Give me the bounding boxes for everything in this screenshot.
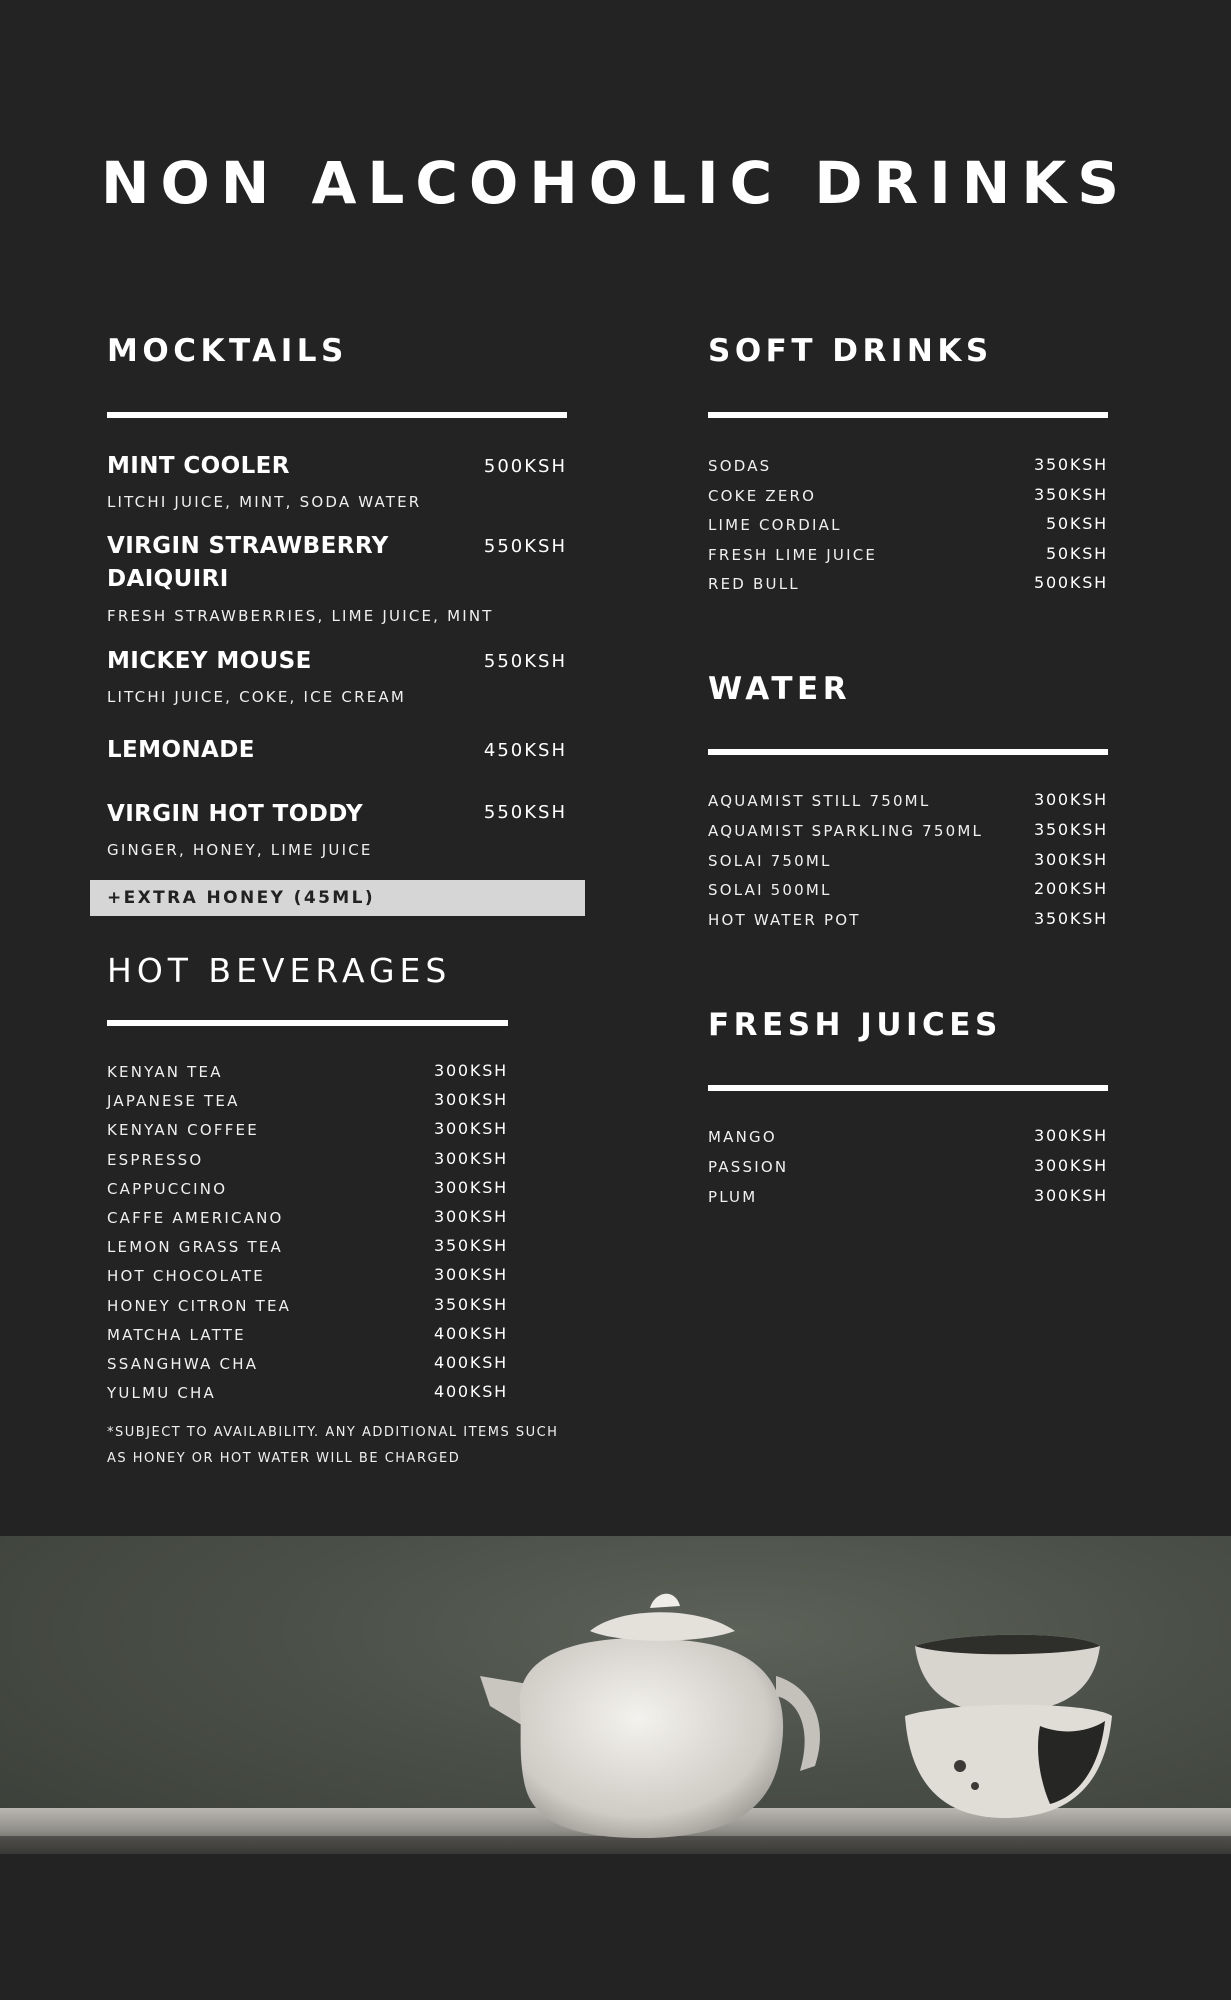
- hot-beverage-name: ESPRESSO: [107, 1150, 204, 1169]
- hot-beverage-row: [107, 1206, 508, 1230]
- hot-beverage-name: HONEY CITRON TEA: [107, 1296, 292, 1315]
- soft-drinks-heading: SOFT DRINKS: [708, 333, 993, 369]
- mocktail-price: 550KSH: [483, 651, 567, 672]
- teapot-and-cups-photo: [0, 1536, 1231, 1854]
- fresh-juice-row: [708, 1185, 1108, 1209]
- hot-beverage-price: 300KSH: [433, 1265, 508, 1285]
- availability-note: [107, 1420, 587, 1472]
- hot-beverage-name: LEMON GRASS TEA: [107, 1238, 283, 1257]
- water-rule: [708, 749, 1108, 755]
- water-row: [708, 789, 1108, 813]
- hot-beverage-row: [107, 1352, 508, 1376]
- hot-beverage-price: 300KSH: [433, 1177, 508, 1197]
- fresh-juice-name: PLUM: [708, 1187, 758, 1206]
- hot-beverage-name: SSANGHWA CHA: [107, 1355, 259, 1373]
- fresh-juice-price: 300KSH: [1033, 1185, 1108, 1205]
- hot-beverage-name: CAFFE AMERICANO: [107, 1209, 284, 1227]
- hot-beverage-name: MATCHA LATTE: [107, 1325, 246, 1344]
- mocktail-price: 550KSH: [483, 802, 567, 823]
- soft-drink-price: 50KSH: [1045, 543, 1108, 563]
- soft-drink-name: COKE ZERO: [708, 486, 817, 505]
- hot-beverage-price: 350KSH: [433, 1236, 508, 1256]
- mocktail-name: VIRGIN HOT TODDY: [107, 801, 364, 827]
- fresh-juice-row: [708, 1155, 1108, 1179]
- mocktail-desc: GINGER, HONEY, LIME JUICE: [107, 841, 373, 859]
- water-name: AQUAMIST SPARKLING 750ML: [708, 821, 984, 840]
- fresh-juice-price: 300KSH: [1033, 1155, 1108, 1175]
- hot-beverage-price: 300KSH: [433, 1061, 508, 1080]
- hot-beverages-heading: HOT BEVERAGES: [107, 951, 452, 990]
- soft-drink-row: [708, 454, 1108, 478]
- hot-beverage-name: HOT CHOCOLATE: [107, 1267, 265, 1286]
- hot-beverage-name: KENYAN TEA: [107, 1063, 223, 1081]
- soft-drink-price: 50KSH: [1045, 514, 1108, 533]
- soft-drink-name: FRESH LIME JUICE: [708, 545, 878, 564]
- hot-beverage-name: YULMU CHA: [107, 1384, 217, 1403]
- hot-beverage-price: 400KSH: [433, 1382, 508, 1402]
- fresh-juice-price: 300KSH: [1033, 1126, 1108, 1145]
- hot-beverage-row: [107, 1294, 508, 1318]
- soft-drink-name: SODAS: [708, 457, 772, 475]
- water-row: [708, 819, 1108, 843]
- fresh-juice-name: PASSION: [708, 1157, 789, 1176]
- water-name: HOT WATER POT: [708, 911, 861, 930]
- soft-drink-row: [708, 513, 1108, 537]
- hot-beverage-row: [107, 1381, 508, 1405]
- soft-drink-row: [708, 543, 1108, 567]
- page-title: NON ALCOHOLIC DRINKS: [100, 149, 1131, 217]
- hot-beverage-row: [107, 1118, 508, 1142]
- hot-beverage-name: JAPANESE TEA: [107, 1092, 240, 1111]
- soft-drink-price: 500KSH: [1033, 573, 1108, 592]
- soft-drink-name: RED BULL: [708, 575, 800, 593]
- mocktail-price: 500KSH: [483, 456, 567, 477]
- water-row: [708, 908, 1108, 932]
- hot-beverage-price: 300KSH: [433, 1119, 508, 1139]
- mocktail-name: DAIQUIRI: [107, 566, 229, 592]
- fresh-juices-heading: FRESH JUICES: [708, 1007, 1002, 1043]
- water-price: 200KSH: [1033, 879, 1108, 899]
- mocktail-name: MICKEY MOUSE: [107, 648, 312, 674]
- hot-beverage-row: [107, 1148, 508, 1172]
- mocktails-rule: [107, 412, 567, 418]
- hot-beverage-row: [107, 1264, 508, 1288]
- mocktail-name: MINT COOLER: [107, 453, 290, 479]
- mocktail-price: 450KSH: [483, 740, 567, 761]
- water-row: [708, 878, 1108, 902]
- mocktail-desc: LITCHI JUICE, MINT, SODA WATER: [107, 493, 422, 511]
- water-price: 300KSH: [1033, 849, 1108, 869]
- fresh-juice-row: [708, 1125, 1108, 1149]
- soft-drink-name: LIME CORDIAL: [708, 516, 842, 534]
- hot-beverage-price: 300KSH: [433, 1090, 508, 1110]
- extra-honey-bar: [90, 880, 585, 916]
- fresh-juices-rule: [708, 1085, 1108, 1091]
- hot-beverage-price: 350KSH: [433, 1294, 508, 1314]
- hot-beverage-row: [107, 1089, 508, 1113]
- water-name: AQUAMIST STILL 750ML: [708, 792, 931, 810]
- hot-beverage-price: 400KSH: [433, 1323, 508, 1343]
- extra-honey-label: +EXTRA HONEY (45ML): [107, 888, 376, 908]
- hot-beverage-name: CAPPUCCINO: [107, 1179, 228, 1198]
- soft-drinks-rule: [708, 412, 1108, 418]
- water-row: [708, 849, 1108, 873]
- hot-beverage-row: [107, 1323, 508, 1347]
- availability-note-line: *SUBJECT TO AVAILABILITY. ANY ADDITIONAL ITEMS SUCH: [107, 1425, 559, 1440]
- hot-beverage-price: 300KSH: [433, 1207, 508, 1226]
- water-heading: WATER: [708, 671, 852, 707]
- hot-beverage-row: [107, 1235, 508, 1259]
- soft-drink-price: 350KSH: [1033, 455, 1108, 474]
- hot-beverage-price: 400KSH: [433, 1353, 508, 1372]
- water-price: 300KSH: [1033, 790, 1108, 809]
- soft-drink-row: [708, 484, 1108, 508]
- hot-beverages-rule: [107, 1020, 508, 1026]
- hot-beverage-name: KENYAN COFFEE: [107, 1121, 259, 1140]
- water-name: SOLAI 750ML: [708, 851, 832, 870]
- soft-drink-price: 350KSH: [1033, 484, 1108, 504]
- availability-note-line: AS HONEY OR HOT WATER WILL BE CHARGED: [107, 1451, 461, 1466]
- mocktail-price: 550KSH: [483, 536, 567, 557]
- mocktail-name: LEMONADE: [107, 737, 255, 763]
- fresh-juice-name: MANGO: [708, 1128, 777, 1146]
- water-name: SOLAI 500ML: [708, 881, 832, 900]
- soft-drink-row: [708, 572, 1108, 596]
- mocktails-heading: MOCKTAILS: [107, 333, 348, 369]
- mocktail-desc: LITCHI JUICE, COKE, ICE CREAM: [107, 688, 406, 706]
- mocktail-desc: FRESH STRAWBERRIES, LIME JUICE, MINT: [107, 607, 494, 625]
- water-price: 350KSH: [1033, 909, 1108, 929]
- mocktail-name: VIRGIN STRAWBERRY: [107, 533, 389, 559]
- water-price: 350KSH: [1033, 819, 1108, 839]
- hot-beverage-price: 300KSH: [433, 1148, 508, 1168]
- hot-beverage-row: [107, 1177, 508, 1201]
- hot-beverage-row: [107, 1060, 508, 1084]
